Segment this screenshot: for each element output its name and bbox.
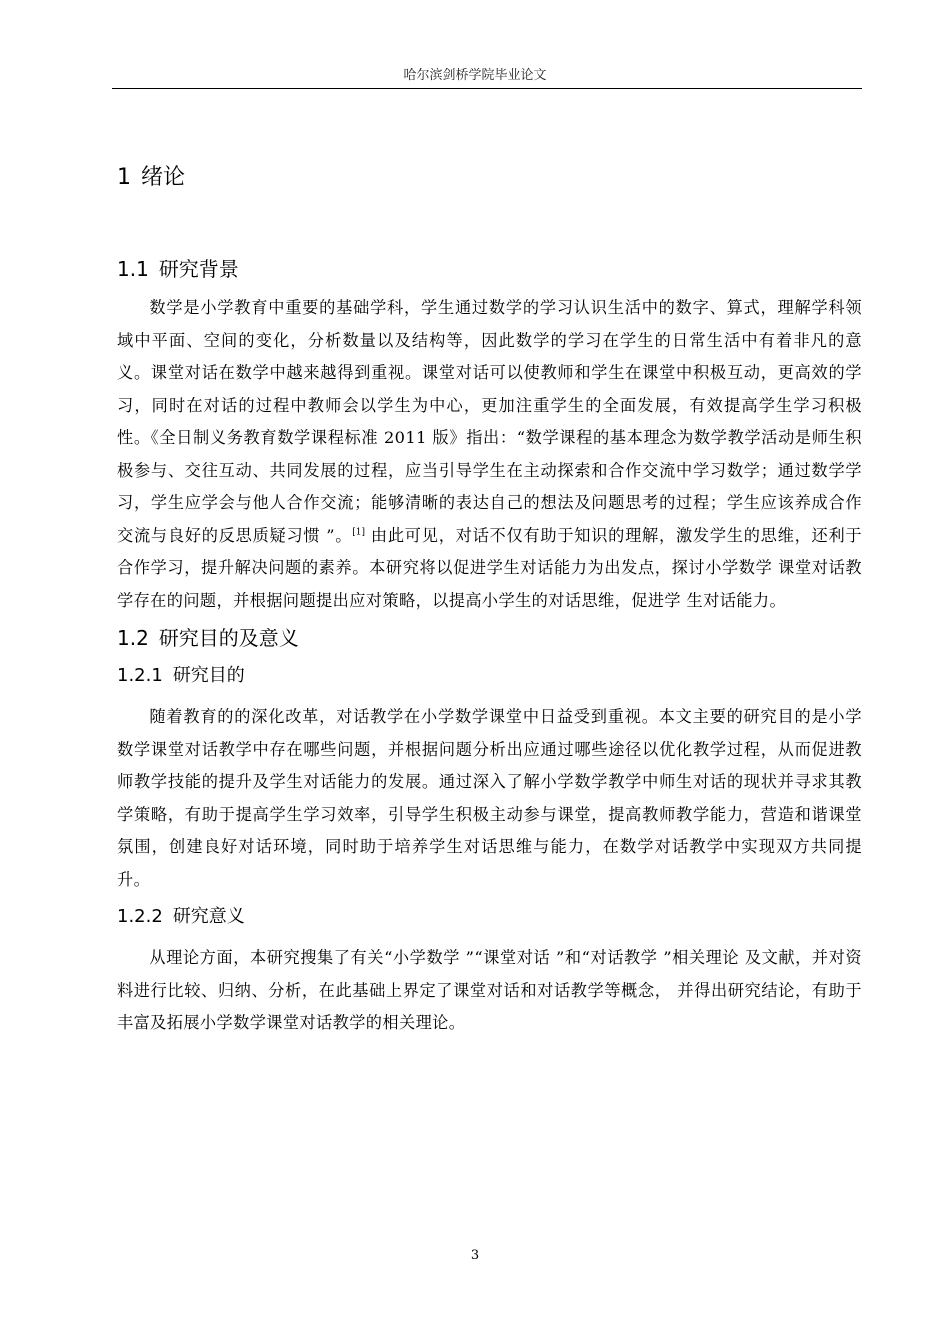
subsection-heading-1-2-1 [117,659,862,693]
citation-marker: [1] [352,527,365,538]
subsection-title: 研究意义 [172,906,245,927]
section-title: 研究目的及意义 [158,626,299,650]
section-number: 1.1 [117,257,149,281]
subsection-number: 1.2.1 [117,665,163,686]
section-heading-1-2 [117,621,862,655]
section-heading-1-1 [117,252,862,286]
subsection-heading-1-2-2 [117,900,862,934]
subsection-title: 研究目的 [172,665,245,686]
page-number: 3 [470,1248,480,1263]
page-body [117,160,862,1040]
running-header: 哈尔滨剑桥学院毕业论文 [403,68,547,83]
section-title: 研究背景 [158,257,239,281]
paragraph-text: 数学是小学教育中重要的基础学科，学生通过数学的学习认识生活中的数字、算式，理解学科领域中平面、空间的变化，分析数量以及结构等，因此数学的学习在学生的日常生活中有着非凡的意义。课堂对话在数学中越来越得到重视。课堂对话可以使教师和学生在课堂中积极互动，更高效的学习，同时在对话的过程中教师会以学生为中心，更加注重学生的全面发展，有效提高学生学习积极性。《全日制义务教育数学课程标准 2011 版》指出：“数学课程的基本理念为数学教学活动是师生积极参与、交往互动、共同发展的过程，应当引导学生在主动探索和合作交流中学习数学；通过数学学习，学生应学会与他人合作交流；能够清晰的表达自己的想法及问题思考的过程；学生应该养成合作交流与良好的反思质疑习惯 ”。 [117,298,862,545]
section-number: 1.2 [117,626,149,650]
chapter-title: 绪论 [141,165,186,190]
paragraph-text: 由此可见，对话不仅有助于知识的理解，激发学生的思维，还利于 合作学习，提升解决问题的素养。本研究将以促进学生对话能力为出发点，探讨小学数学 课堂对话教学存在的问题，并根据问题提出应对策略，以提高小学生的对话思维，促进学 生对话能力。 [117,525,862,610]
paragraph-research-significance: 从理论方面，本研究搜集了有关“小学数学 ”“课堂对话 ”和“对话教学 ”相关理论 及文献，并对资料进行比较、归纳、分析，在此基础上界定了课堂对话和对话教学等概念， 并得出研究结论，有助于丰富及拓展小学数学课堂对话教学的相关理论。 [117,948,862,1032]
chapter-number: 1 [117,165,131,190]
header-rule [112,88,862,89]
chapter-heading [117,160,862,196]
paragraph-research-purpose: 随着教育的的深化改革，对话教学在小学数学课堂中日益受到重视。本文主要的研究目的是小学数学课堂对话教学中存在哪些问题，并根据问题分析出应通过哪些途径以优化教学过程，从而促进教师教学技能的提升及学生对话能力的发展。通过深入了解小学数学教学中师生对话的现状并寻求其教学策略，有助于提高学生学习效率，引导学生积极主动参与课堂，提高教师教学能力，营造和谐课堂氛围，创建良好对话环境，同时助于培养学生对话思维与能力，在数学对话教学中实现双方共同提升。 [117,707,862,889]
paragraph-research-background [117,292,862,617]
subsection-number: 1.2.2 [117,906,163,927]
